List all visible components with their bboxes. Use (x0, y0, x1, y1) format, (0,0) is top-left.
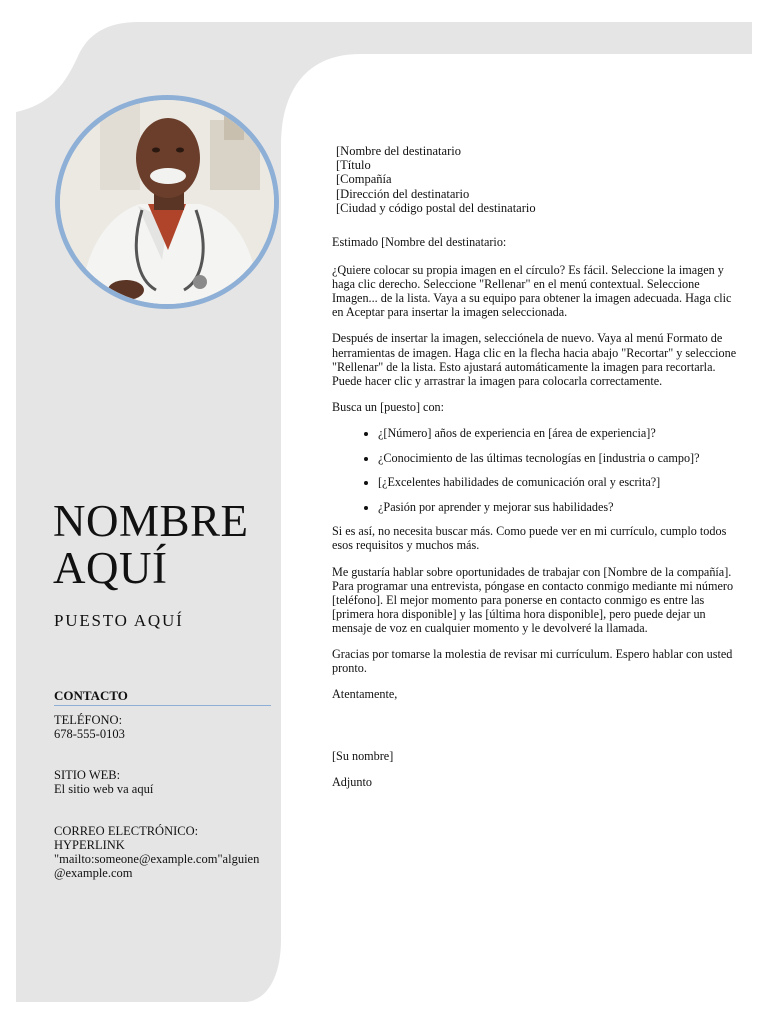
list-item: • ¿[Número] años de experiencia en [área de experiencia]? (378, 426, 737, 440)
doctor-photo-image (60, 100, 274, 304)
candidate-name (53, 498, 283, 592)
job-title: PUESTO AQUÍ (54, 611, 184, 630)
recipient-street: [Dirección del destinatario (336, 186, 470, 201)
recipient-company: [Compañía (336, 172, 392, 187)
paragraph-1: ¿Quiere colocar su propia imagen en el círculo? Es fácil. Seleccione la imagen y haga clic derecho. Seleccione "Rellenar" en el menú contextual. Seleccione Imagen... de la lista. Vaya a su equipo para obtener la imagen adecuada. Haga clic en Aceptar para insertar la imagen seleccionada. (332, 263, 732, 320)
phone-label: TELÉFONO: (54, 713, 123, 727)
contact-phone (54, 713, 279, 741)
website-value[interactable]: El sitio web va aquí (54, 782, 154, 796)
profile-photo (55, 95, 279, 309)
contact-heading: CONTACTO (54, 688, 128, 703)
recipient-address (336, 144, 536, 215)
email-line-3[interactable]: @example.com (54, 866, 133, 880)
phone-value: 678-555-0103 (54, 727, 125, 741)
closing: Atentamente, (332, 687, 398, 702)
email-line-2[interactable]: "mailto:someone@example.com"alguien (54, 852, 260, 866)
recipient-title: [Título (336, 158, 371, 173)
list-item: • ¿Pasión por aprender y mejorar sus habilidades? (378, 500, 737, 514)
paragraph-2: Después de insertar la imagen, selecciónela de nuevo. Vaya al menú Formato de herramientas de imagen. Haga clic en la flecha hacia abajo "Recortar" y seleccione "Rellenar" de la lista. Esto ajustará automáticamente la imagen para recortarla. Puede hacer clic y arrastrar la imagen para colocarla correctamente. (332, 331, 737, 388)
contact-divider (54, 705, 271, 706)
paragraph-4: Si es así, no necesita buscar más. Como puede ver en mi currículo, cumplo todos esos requisitos y muchos más. (332, 524, 727, 553)
contact-email (54, 824, 279, 880)
name-line-2: AQUÍ (53, 543, 168, 593)
email-label: CORREO ELECTRÓNICO: (54, 824, 199, 838)
email-line-1[interactable]: HYPERLINK (54, 838, 125, 852)
paragraph-5: Me gustaría hablar sobre oportunidades de trabajar con [Nombre de la compañía]. Para programar una entrevista, póngase en contacto conmigo mediante mi número [teléfono]. El mejor momento para ponerse en contacto conmigo es entre las [primera hora disponible] y las [última hora disponible], pero puede dejar un mensaje de voz en cualquier momento y le devolveré la llamada. (332, 564, 734, 635)
qualifications-list (332, 426, 737, 514)
enclosure-note: Adjunto (332, 775, 372, 790)
list-item: • [¿Excelentes habilidades de comunicación oral y escrita?] (378, 475, 737, 489)
name-line-1: NOMBRE (53, 496, 249, 546)
letter-body (332, 235, 737, 801)
website-label: SITIO WEB: (54, 768, 121, 782)
recipient-name: [Nombre del destinatario (336, 144, 461, 158)
greeting: Estimado [Nombre del destinatario: (332, 235, 507, 249)
signature-space (332, 713, 737, 749)
paragraph-3: Busca un [puesto] con: (332, 399, 445, 414)
signature-name: [Su nombre] (332, 749, 394, 764)
recipient-city: [Ciudad y código postal del destinatario (336, 200, 536, 215)
paragraph-6: Gracias por tomarse la molestia de revisar mi currículum. Espero hablar con usted pronto. (332, 646, 733, 676)
contact-website (54, 768, 279, 796)
list-item: • ¿Conocimiento de las últimas tecnologías en [industria o campo]? (378, 451, 737, 465)
